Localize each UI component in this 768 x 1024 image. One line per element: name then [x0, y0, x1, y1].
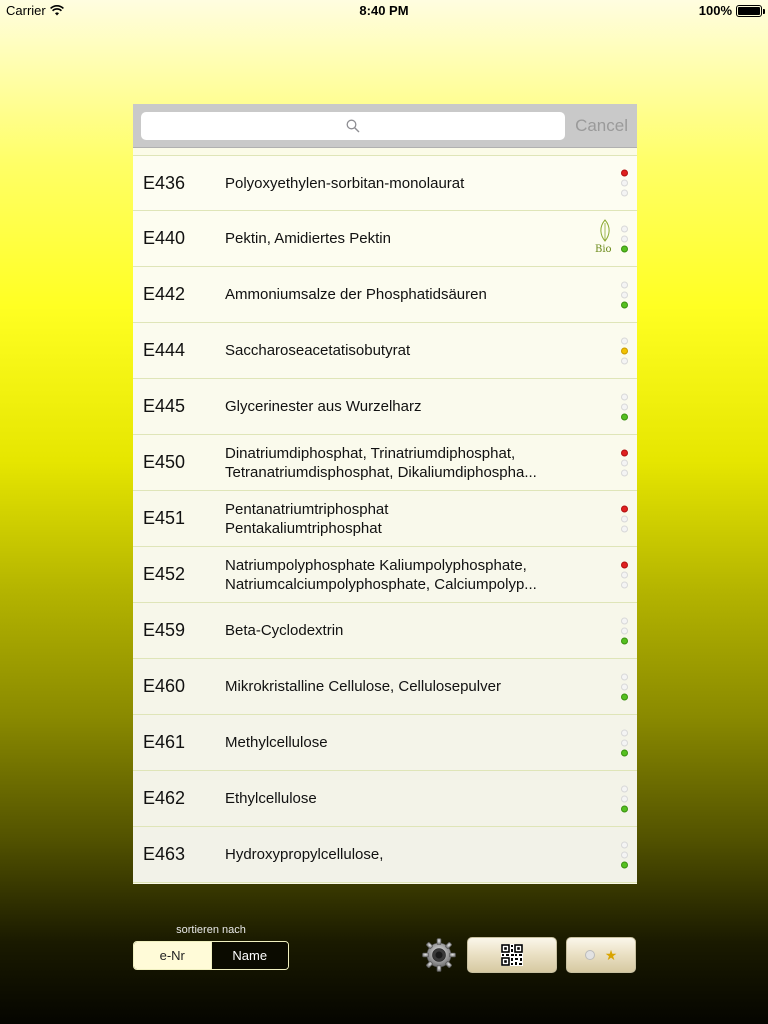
red-light-dot — [621, 785, 628, 792]
list-item[interactable] — [133, 771, 637, 827]
cancel-button[interactable]: Cancel — [575, 116, 628, 135]
list-item[interactable] — [133, 435, 637, 491]
traffic-light-indicator — [621, 729, 628, 756]
yellow-light-dot — [621, 235, 628, 242]
bio-badge — [595, 219, 615, 255]
additive-name-line: Hydroxypropylcellulose, — [225, 846, 384, 863]
additive-code: E440 — [143, 228, 186, 248]
red-light-dot — [621, 505, 628, 512]
additive-code: E436 — [143, 172, 186, 193]
traffic-light-indicator — [621, 393, 628, 420]
additive-name-line: Dinatriumdiphosphat, Trinatriumdiphosphat, — [225, 444, 516, 462]
qr-scan-button[interactable] — [467, 937, 557, 973]
gear-icon[interactable] — [421, 937, 457, 973]
yellow-light-dot — [621, 291, 628, 298]
additive-name — [225, 733, 567, 752]
red-light-dot — [621, 393, 628, 400]
green-light-dot — [621, 469, 628, 476]
battery-icon — [736, 5, 762, 17]
traffic-light-indicator — [621, 617, 628, 644]
additive-name — [225, 556, 567, 594]
green-light-dot — [621, 693, 628, 700]
red-light-dot — [621, 225, 628, 232]
additive-code: E459 — [143, 620, 186, 640]
yellow-light-dot — [621, 739, 628, 746]
traffic-light-indicator — [621, 281, 628, 308]
red-light-dot — [621, 337, 628, 344]
yellow-light-dot — [621, 180, 628, 187]
additive-name-line: Beta-Cyclodextrin — [225, 622, 344, 639]
green-light-dot — [621, 301, 628, 308]
additive-name-line: Mikrokristalline Cellulose, Cellulosepulver — [225, 678, 501, 695]
status-right — [699, 3, 762, 18]
additive-list-panel — [133, 104, 637, 884]
additive-name-line: Methylcellulose — [225, 734, 328, 751]
additive-code: E445 — [143, 396, 186, 416]
red-light-dot — [621, 617, 628, 624]
list-item[interactable] — [133, 715, 637, 771]
red-light-dot — [621, 449, 628, 456]
additive-name — [225, 229, 567, 248]
list-item[interactable] — [133, 211, 637, 267]
additive-code: E450 — [143, 452, 186, 472]
green-light-dot — [621, 749, 628, 756]
additive-code: E463 — [143, 844, 186, 864]
traffic-light-indicator — [621, 505, 628, 532]
traffic-light-indicator — [621, 841, 628, 868]
traffic-light-indicator — [621, 449, 628, 476]
red-light-dot — [621, 281, 628, 288]
bio-label: Bio — [595, 244, 612, 255]
favorites-button[interactable] — [566, 937, 636, 973]
green-light-dot — [621, 525, 628, 532]
sort-by-number-button[interactable]: e-Nr — [134, 942, 211, 969]
yellow-light-dot — [621, 571, 628, 578]
additive-name — [225, 677, 567, 696]
qr-code-icon — [501, 944, 523, 966]
additive-name-line: Ammoniumsalze der Phosphatidsäuren — [225, 286, 487, 303]
list-item[interactable] — [133, 547, 637, 603]
additive-name — [225, 621, 567, 640]
list-item[interactable] — [133, 491, 637, 547]
sort-segmented-control[interactable] — [133, 941, 289, 970]
additive-name-line: Glycerinester aus Wurzelharz — [225, 398, 422, 415]
leaf-icon — [598, 219, 612, 243]
green-light-dot — [621, 805, 628, 812]
yellow-light-dot — [621, 515, 628, 522]
additive-name — [225, 174, 567, 193]
sort-by-name-button[interactable]: Name — [211, 942, 289, 969]
yellow-light-dot — [621, 683, 628, 690]
additive-name-line: Saccharoseacetatisobutyrat — [225, 342, 411, 359]
list-item[interactable] — [133, 379, 637, 435]
red-light-dot — [621, 673, 628, 680]
additive-name-line: Pentanatriumtriphosphat — [225, 500, 389, 518]
green-light-dot — [621, 581, 628, 588]
additive-name — [225, 285, 567, 304]
additive-code: E444 — [143, 340, 186, 360]
green-light-dot — [621, 245, 628, 252]
red-light-dot — [621, 729, 628, 736]
red-light-dot — [621, 841, 628, 848]
status-bar — [0, 0, 768, 20]
traffic-light-indicator — [621, 337, 628, 364]
search-input[interactable] — [141, 112, 565, 140]
additive-code: E460 — [143, 676, 186, 696]
yellow-light-dot — [621, 347, 628, 354]
additive-code: E451 — [143, 508, 186, 528]
yellow-light-dot — [621, 851, 628, 858]
additive-name — [225, 341, 567, 360]
additive-code: E442 — [143, 284, 186, 304]
status-time: 8:40 PM — [359, 3, 409, 18]
list-item[interactable] — [133, 827, 637, 883]
red-light-dot — [621, 170, 628, 177]
red-light-dot — [621, 561, 628, 568]
additive-name-line: Pentakaliumtriphosphat — [225, 519, 382, 537]
list-item[interactable] — [133, 323, 637, 379]
additive-name-line: Natriumcalciumpolyphosphate, Calciumpolyp... — [225, 575, 537, 593]
yellow-light-dot — [621, 627, 628, 634]
traffic-light-indicator — [621, 673, 628, 700]
additive-name — [225, 845, 567, 864]
yellow-light-dot — [621, 795, 628, 802]
list-item[interactable] — [133, 267, 637, 323]
additive-list — [133, 155, 637, 883]
carrier-label: Carrier — [6, 3, 46, 18]
additive-name — [225, 500, 567, 538]
additive-name-line: Natriumpolyphosphate Kaliumpolyphosphate, — [225, 556, 527, 574]
green-light-dot — [621, 637, 628, 644]
traffic-light-indicator — [621, 225, 628, 252]
list-item[interactable] — [133, 659, 637, 715]
search-field[interactable] — [141, 112, 565, 140]
star-icon: ★ — [604, 947, 618, 963]
additive-name — [225, 444, 567, 482]
traffic-light-indicator — [621, 170, 628, 197]
green-light-dot — [621, 357, 628, 364]
yellow-light-dot — [621, 459, 628, 466]
additive-name-line: Tetranatriumdisphosphat, Dikaliumdiphospha... — [225, 463, 537, 481]
additive-name-line: Pektin, Amidiertes Pektin — [225, 230, 391, 247]
circle-icon — [585, 950, 595, 960]
additive-code: E461 — [143, 732, 186, 752]
list-item[interactable] — [133, 603, 637, 659]
green-light-dot — [621, 190, 628, 197]
traffic-light-indicator — [621, 785, 628, 812]
additive-name-line: Ethylcellulose — [225, 790, 317, 807]
yellow-light-dot — [621, 403, 628, 410]
additive-name-line: Polyoxyethylen-sorbitan-monolaurat — [225, 174, 465, 192]
green-light-dot — [621, 413, 628, 420]
green-light-dot — [621, 861, 628, 868]
list-item[interactable] — [133, 155, 637, 211]
traffic-light-indicator — [621, 561, 628, 588]
additive-name — [225, 397, 567, 416]
additive-code: E452 — [143, 564, 186, 584]
sort-label: sortieren nach — [176, 924, 246, 936]
additive-name — [225, 789, 567, 808]
search-bar — [133, 104, 637, 148]
additive-code: E462 — [143, 788, 186, 808]
battery-percent: 100% — [698, 3, 732, 18]
